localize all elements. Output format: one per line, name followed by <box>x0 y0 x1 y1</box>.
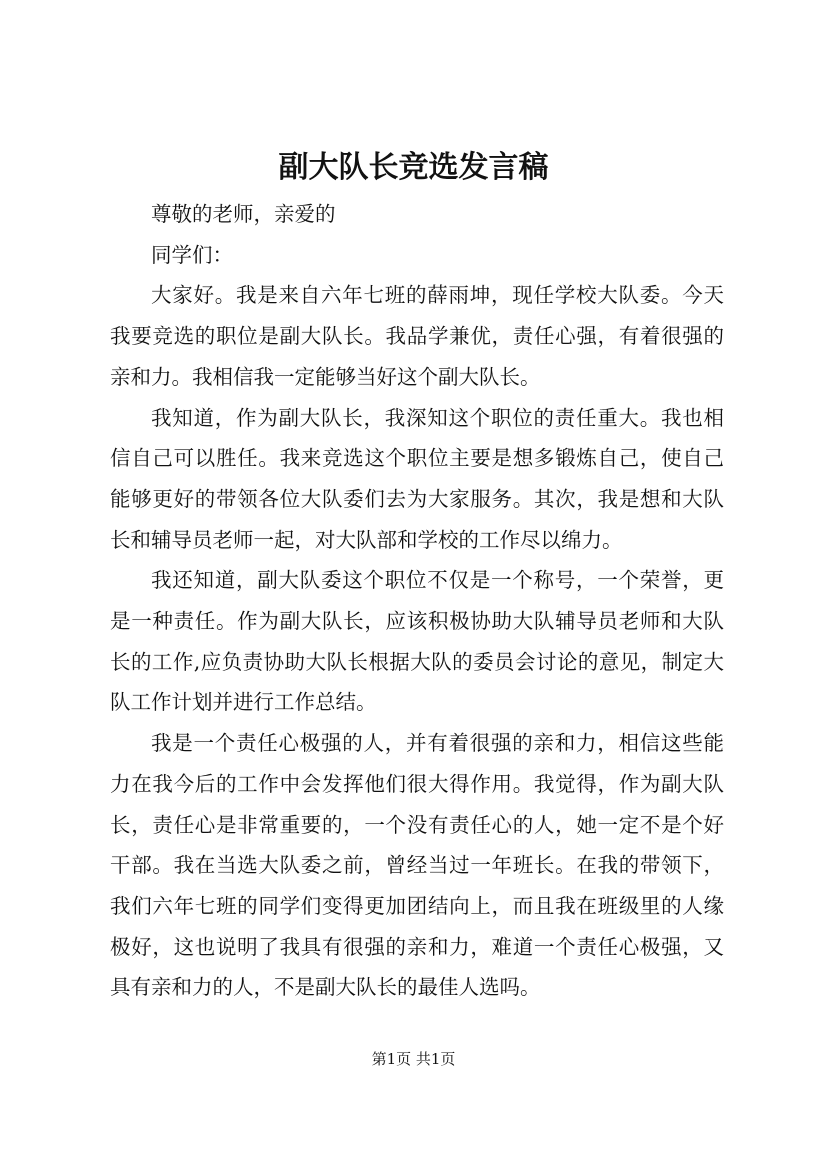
paragraph-qualifications: 我是一个责任心极强的人，并有着很强的亲和力，相信这些能力在我今后的工作中会发挥他们很大得作用。我觉得，作为副大队长，责任心是非常重要的，一个没有责任心的人，她一定不是个好干部。我在当选大队委之前，曾经当过一年班长。在我的带领下，我们六年七班的同学们变得更加团结向上，而且我在班级里的人缘极好，这也说明了我具有很强的亲和力，难道一个责任心极强，又具有亲和力的人，不是副大队长的最佳人选吗。 <box>110 731 724 1000</box>
document-body <box>110 194 724 1008</box>
page-number-footer: 第1页 共1页 <box>371 1050 456 1068</box>
salutation-line-1: 尊敬的老师，亲爱的 <box>151 202 336 226</box>
paragraph-role-duties: 我还知道，副大队委这个职位不仅是一个称号，一个荣誉，更是一种责任。作为副大队长，应该积极协助大队辅导员老师和大队长的工作,应负责协助大队长根据大队的委员会讨论的意见，制定大队工作计划并进行工作总结。 <box>110 568 724 715</box>
paragraph-intro: 大家好。我是来自六年七班的薛雨坤，现任学校大队委。今天我要竞选的职位是副大队长。我品学兼优，责任心强，有着很强的亲和力。我相信我一定能够当好这个副大队长。 <box>110 283 724 389</box>
paragraph-responsibility: 我知道，作为副大队长，我深知这个职位的责任重大。我也相信自己可以胜任。我来竞选这个职位主要是想多锻炼自己，使自己能够更好的带领各位大队委们去为大家服务。其次，我是想和大队长和辅导员老师一起，对大队部和学校的工作尽以绵力。 <box>110 405 724 552</box>
document-title: 副大队长竞选发言稿 <box>278 150 549 185</box>
salutation-line-2: 同学们： <box>151 242 233 267</box>
